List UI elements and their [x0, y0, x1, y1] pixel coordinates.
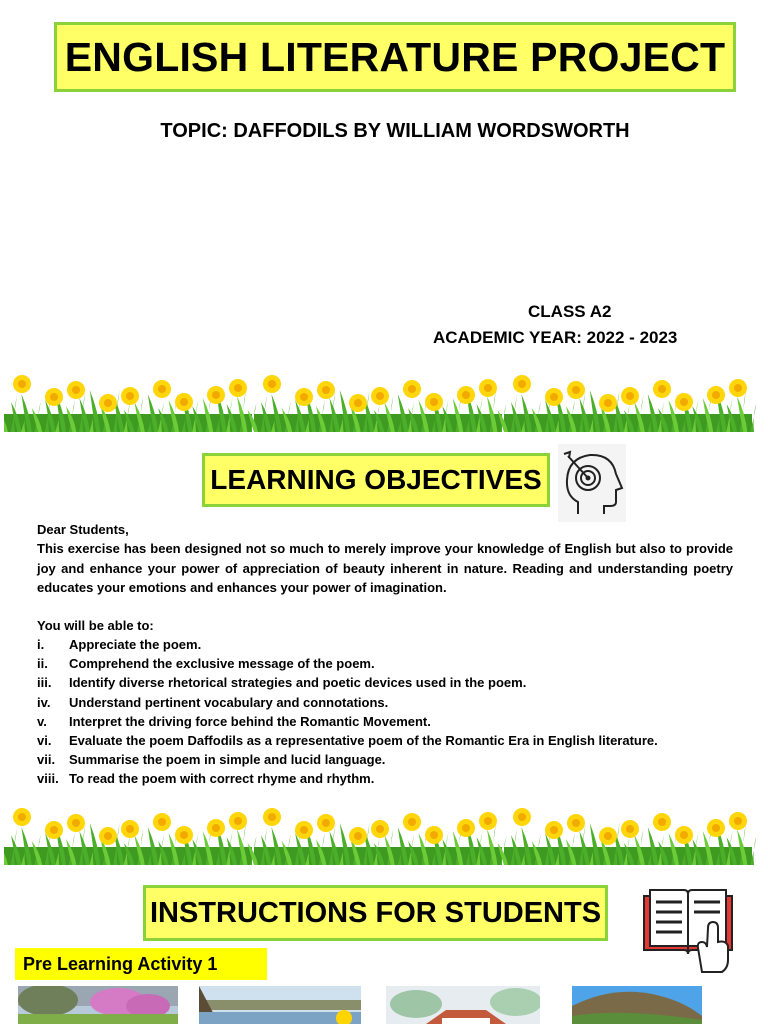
title-box: [54, 22, 736, 92]
instructions-heading: [143, 885, 608, 941]
learning-objectives-heading: [202, 453, 550, 507]
list-item: i. Appreciate the poem.: [37, 637, 202, 652]
daffodil-banner-bottom: [4, 795, 756, 865]
list-item: vii. Summarise the poem in simple and lucid language.: [37, 752, 386, 768]
topic-line: TOPIC: DAFFODILS BY WILLIAM WORDSWORTH: [160, 120, 630, 142]
page-title: ENGLISH LITERATURE PROJECT: [64, 33, 726, 80]
lake-photo: [199, 986, 361, 1024]
academic-year: ACADEMIC YEAR: 2022 - 2023: [433, 328, 678, 347]
instructions-label: INSTRUCTIONS FOR STUDENTS: [149, 896, 602, 929]
hill-photo: [572, 986, 702, 1024]
class-label: CLASS A2: [528, 302, 612, 321]
book-pointer-icon: [640, 884, 736, 976]
objectives-list: [37, 635, 737, 789]
park-photo: [18, 986, 178, 1024]
house-photo: [386, 986, 540, 1024]
list-item: vi. Evaluate the poem Daffodils as a representative poem of the Romantic Era in English literature.: [37, 732, 658, 748]
list-item: ii. Comprehend the exclusive message of the poem.: [37, 656, 375, 672]
able-to-line: You will be able to:: [37, 618, 154, 633]
intro-paragraph: This exercise has been designed not so much to merely improve your knowledge of English but also to provide joy and enhance your power of appreciation of beauty inherent in nature. Reading and understanding poetry educates your emotions and enhances your power of imagination.: [37, 541, 733, 595]
head-target-icon: [558, 444, 626, 522]
list-item: iv. Understand pertinent vocabulary and connotations.: [37, 694, 389, 710]
list-item: v. Interpret the driving force behind the Romantic Movement.: [37, 713, 431, 729]
list-item: iii. Identify diverse rhetorical strategies and poetic devices used in the poem.: [37, 675, 527, 691]
greeting: Dear Students,: [37, 522, 129, 537]
list-item: viii. To read the poem with correct rhyme and rhythm.: [37, 771, 375, 787]
pre-learning-activity-label: Pre Learning Activity 1: [15, 948, 267, 980]
daffodil-banner-top: [4, 362, 756, 432]
learning-objectives-label: LEARNING OBJECTIVES: [210, 464, 542, 495]
